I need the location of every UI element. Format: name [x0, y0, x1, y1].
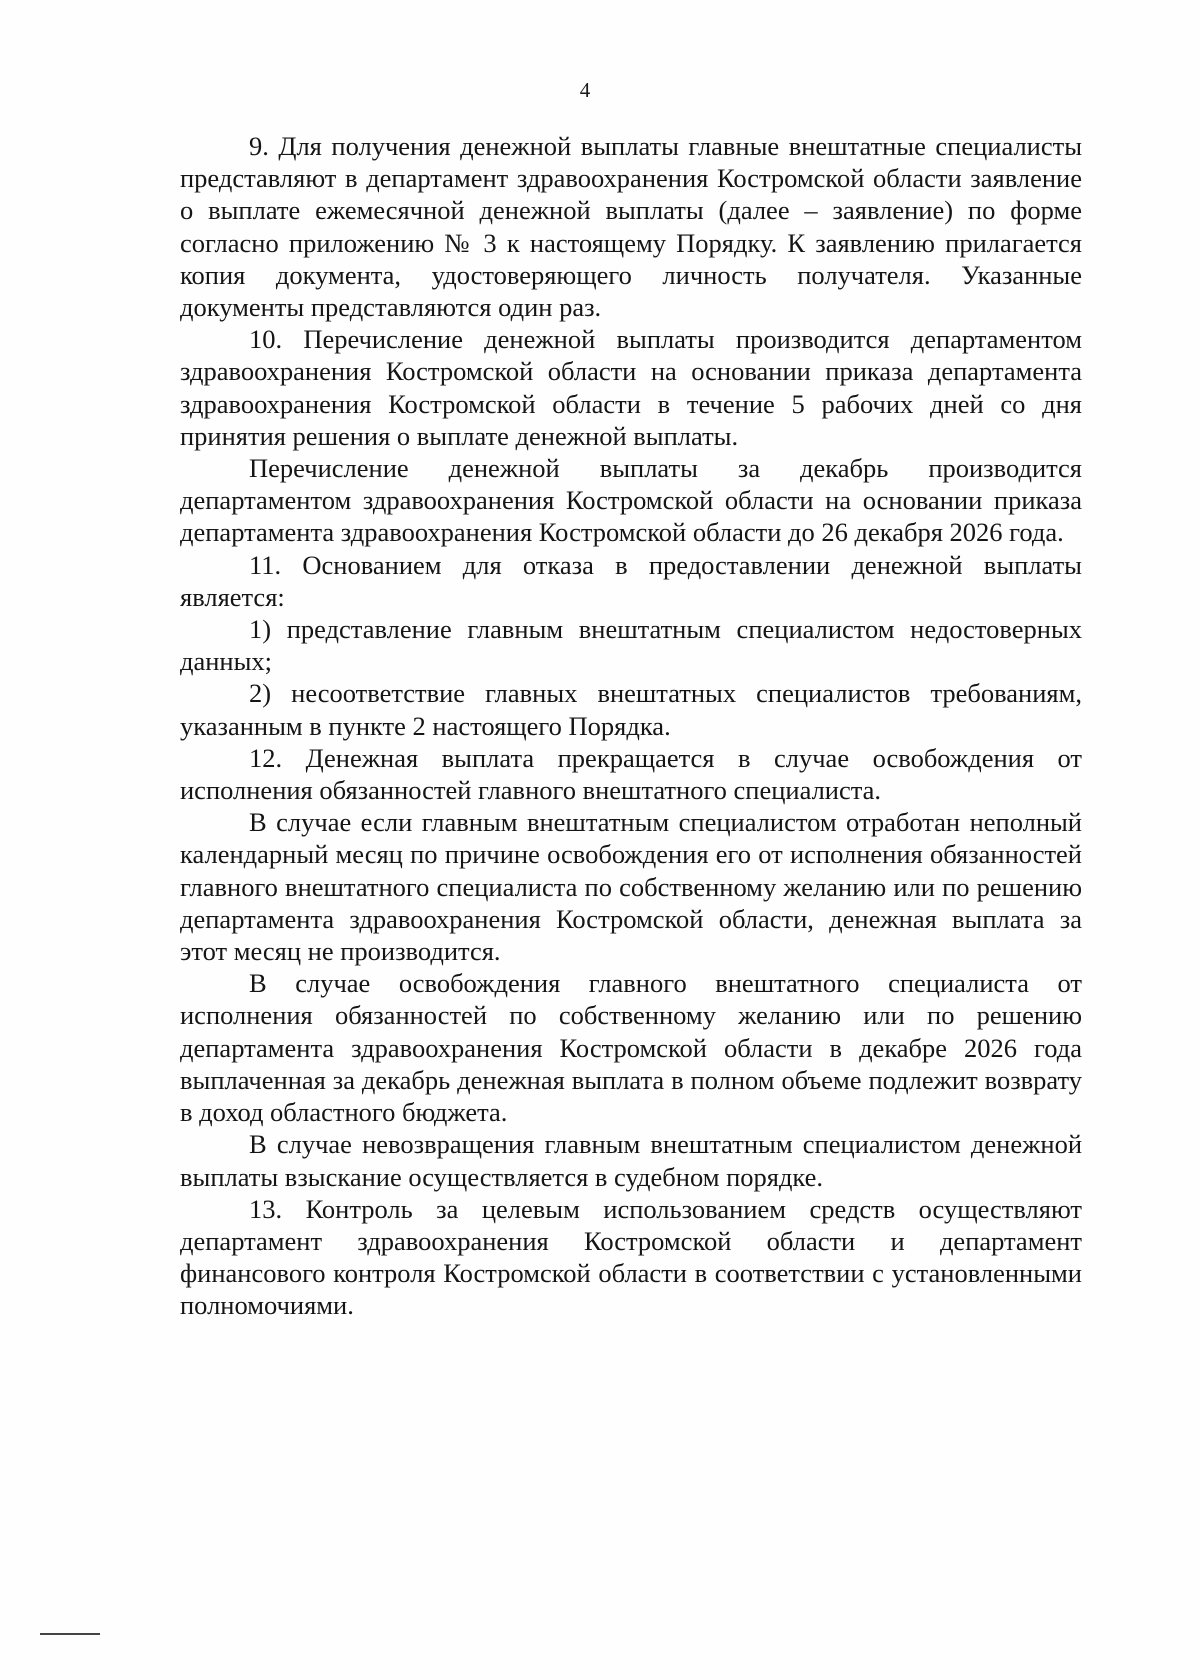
paragraph-10-december: Перечисление денежной выплаты за декабрь производится департаментом здравоохранения Костромской области на основании приказа департамента здравоохранения Костромской области до 26 декабря 2026 года. — [180, 453, 1082, 548]
paragraph-9: 9. Для получения денежной выплаты главные внештатные специалисты представляют в департамент здравоохранения Костромской области заявление о выплате ежемесячной денежной выплаты (далее – заявление) по форме согласно приложению № 3 к настоящему Порядку. К заявлению прилагается копия документа, удостоверяющего личность получателя. Указанные документы представляются один раз. — [180, 131, 1082, 323]
paragraph-11-item-2: 2) несоответствие главных внештатных специалистов требованиям, указанным в пункте 2 настоящего Порядка. — [180, 678, 1082, 741]
paragraph-12-partial-month: В случае если главным внештатным специалистом отработан неполный календарный месяц по причине освобождения его от исполнения обязанностей главного внештатного специалиста по собственному желанию или по решению департамента здравоохранения Костромской области, денежная выплата за этот месяц не производится. — [180, 807, 1082, 967]
paragraph-12-court-recovery: В случае невозвращения главным внештатным специалистом денежной выплаты взыскание осуществляется в судебном порядке. — [180, 1129, 1082, 1192]
document-body — [180, 130, 1082, 1322]
scan-edge-mark — [40, 1633, 100, 1635]
page-number: 4 — [579, 78, 591, 102]
paragraph-12: 12. Денежная выплата прекращается в случае освобождения от исполнения обязанностей главного внештатного специалиста. — [180, 742, 1082, 806]
paragraph-13: 13. Контроль за целевым использованием средств осуществляют департамент здравоохранения Костромской области и департамент финансового контроля Костромской области в соответствии с установленными полномочиями. — [180, 1193, 1082, 1321]
paragraph-11-item-1: 1) представление главным внештатным специалистом недостоверных данных; — [180, 614, 1082, 677]
paragraph-10: 10. Перечисление денежной выплаты производится департаментом здравоохранения Костромской области на основании приказа департамента здравоохранения Костромской области в течение 5 рабочих дней со дня принятия решения о выплате денежной выплаты. — [180, 324, 1082, 451]
paragraph-11: 11. Основанием для отказа в предоставлении денежной выплаты является: — [180, 549, 1082, 612]
paragraph-12-december-refund: В случае освобождения главного внештатного специалиста от исполнения обязанностей по собственному желанию или по решению департамента здравоохранения Костромской области в декабре 2026 года выплаченная за декабрь денежная выплата в полном объеме подлежит возврату в доход областного бюджета. — [180, 968, 1082, 1128]
